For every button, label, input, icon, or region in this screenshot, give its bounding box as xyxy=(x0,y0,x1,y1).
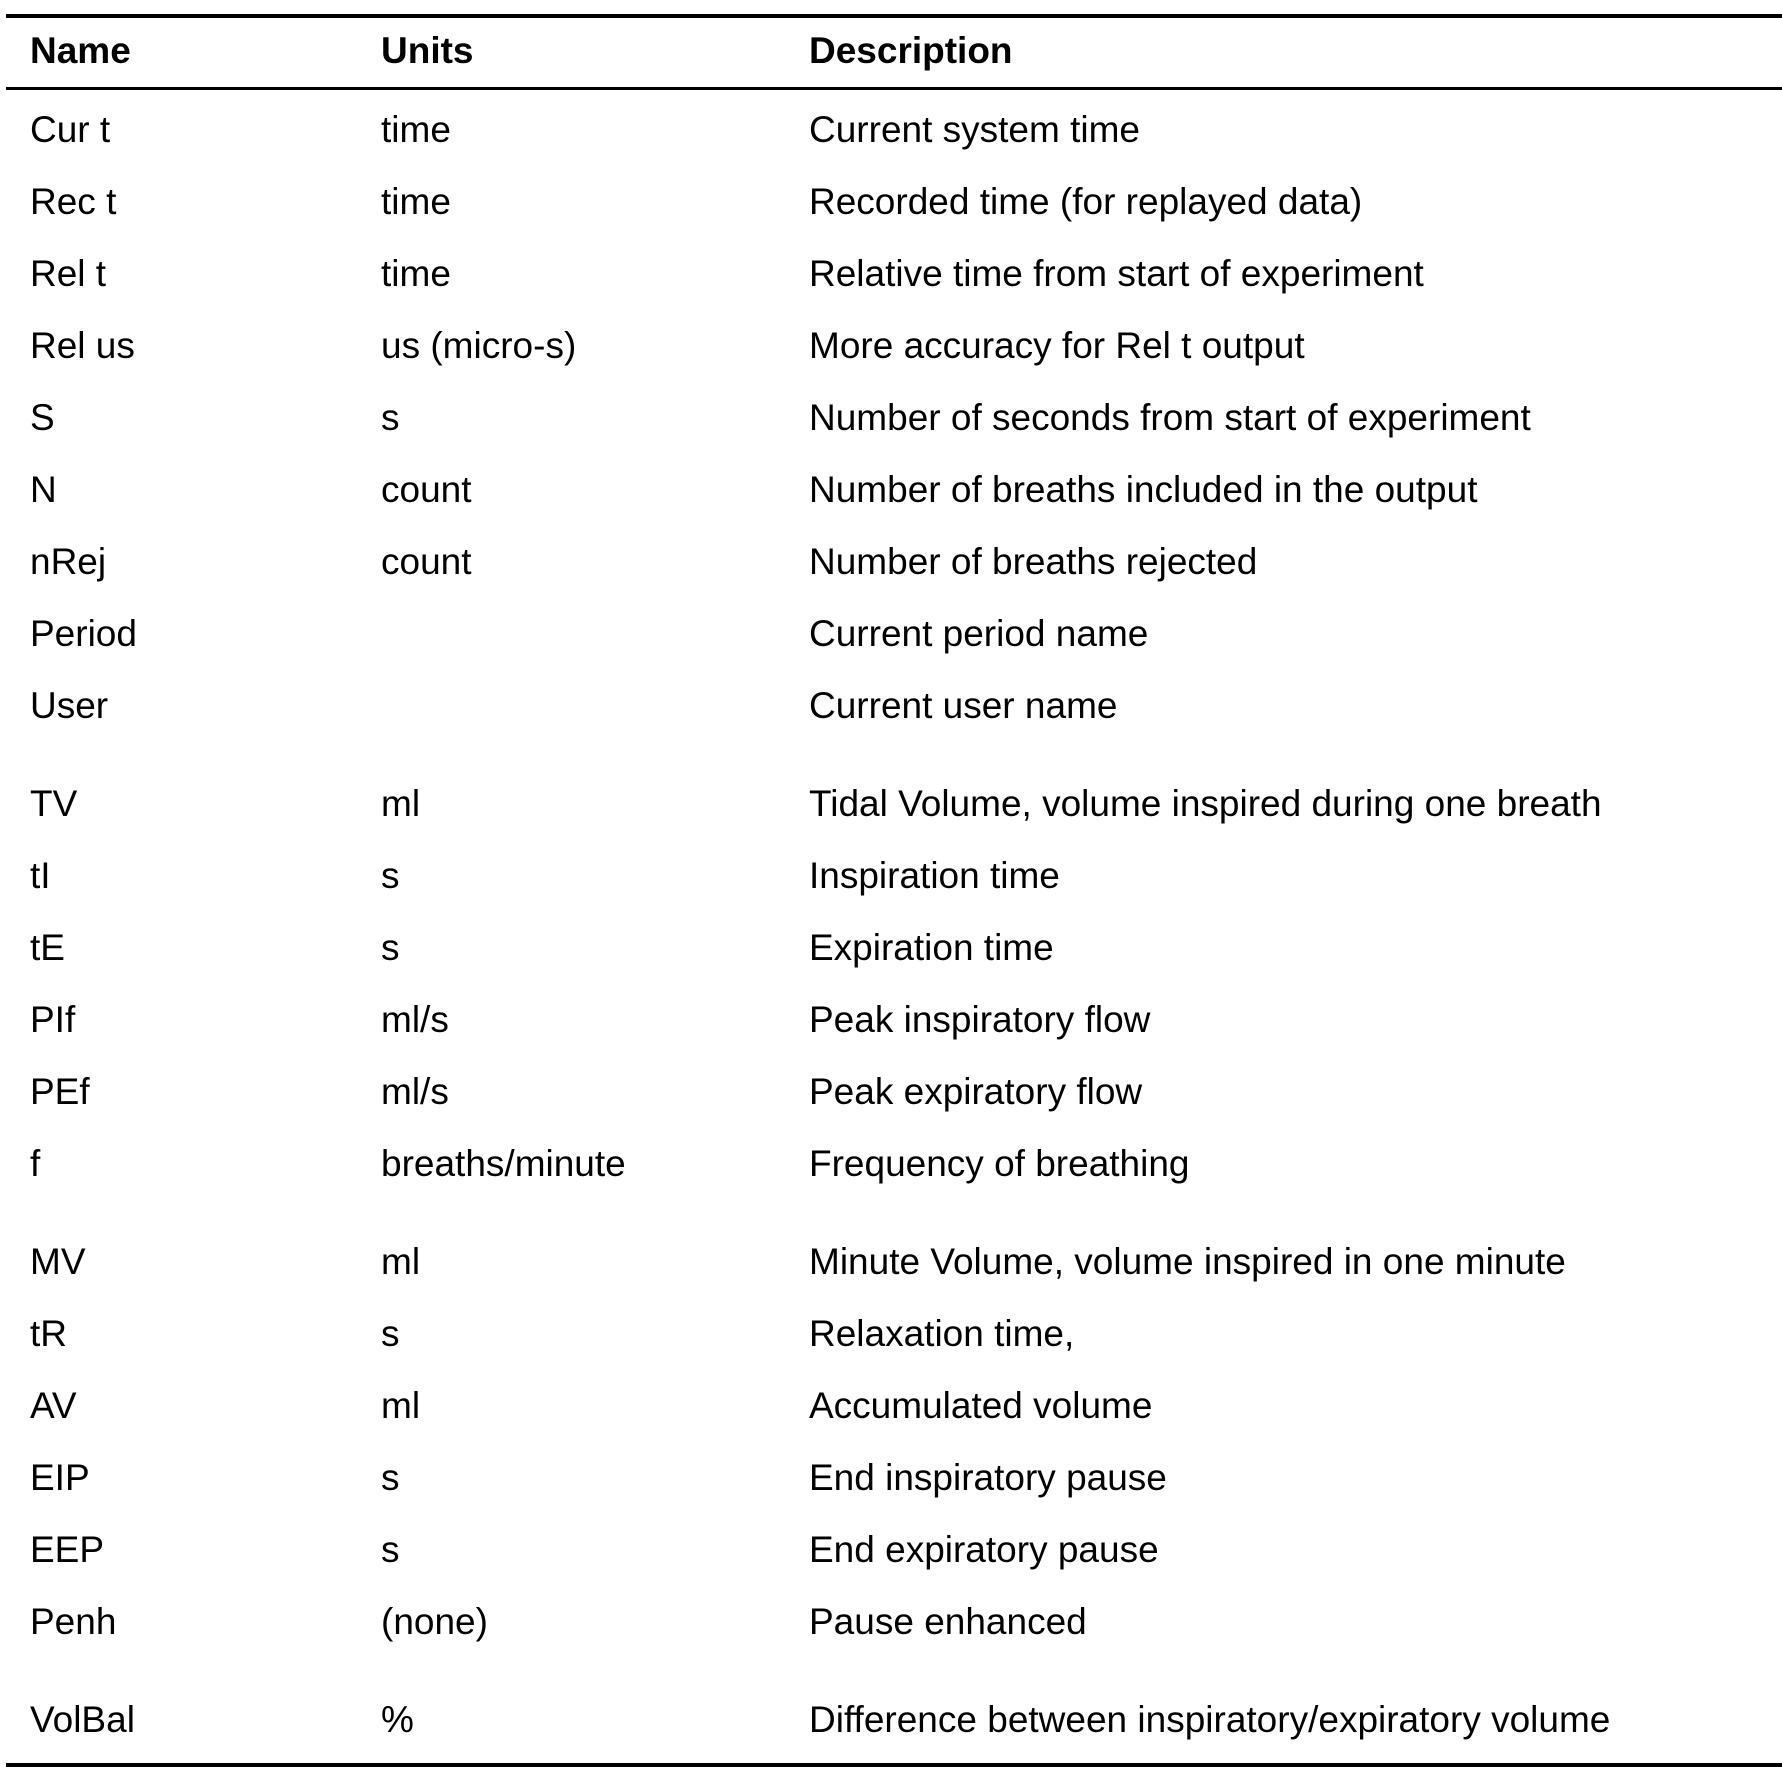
cell-units: breaths/minute xyxy=(381,1143,626,1184)
cell-units: time xyxy=(381,109,451,150)
cell-description: Expiration time xyxy=(809,927,1054,968)
table-row xyxy=(6,774,1782,834)
cell-name: Rel us xyxy=(30,325,135,366)
cell-description: Number of breaths included in the output xyxy=(809,469,1478,510)
cell-name: f xyxy=(30,1143,41,1184)
cell-units: s xyxy=(381,1529,400,1570)
cell-name: tE xyxy=(30,927,65,968)
cell-description: Minute Volume, volume inspired in one minute xyxy=(809,1241,1566,1282)
cell-description: Current user name xyxy=(809,685,1118,726)
header-name: Name xyxy=(30,30,131,71)
cell-name: tI xyxy=(30,855,51,896)
table-row xyxy=(6,388,1782,448)
cell-name: Rec t xyxy=(30,181,117,222)
cell-name: S xyxy=(30,397,55,438)
table-row xyxy=(6,1448,1782,1508)
table-row xyxy=(6,1134,1782,1194)
header-description: Description xyxy=(809,30,1013,71)
cell-description: Pause enhanced xyxy=(809,1601,1087,1642)
cell-description: Peak expiratory flow xyxy=(809,1071,1143,1112)
cell-name: nRej xyxy=(30,541,107,582)
cell-units: ml/s xyxy=(381,1071,449,1112)
cell-description: Number of breaths rejected xyxy=(809,541,1258,582)
cell-description: End inspiratory pause xyxy=(809,1457,1167,1498)
cell-units: ml/s xyxy=(381,999,449,1040)
cell-units: count xyxy=(381,541,472,582)
table-row xyxy=(6,676,1782,736)
table-row xyxy=(6,460,1782,520)
table-header-row xyxy=(6,14,1782,87)
cell-description: Current system time xyxy=(809,109,1141,150)
cell-name: PIf xyxy=(30,999,76,1040)
cell-units: s xyxy=(381,1313,400,1354)
cell-name: MV xyxy=(30,1241,86,1282)
cell-description: End expiratory pause xyxy=(809,1529,1159,1570)
cell-description: Tidal Volume, volume inspired during one breath xyxy=(809,783,1602,824)
cell-description: Relaxation time, xyxy=(809,1313,1075,1354)
cell-units: % xyxy=(381,1699,414,1740)
cell-description: Current period name xyxy=(809,613,1149,654)
table-bottom-rule xyxy=(6,1763,1782,1767)
cell-name: PEf xyxy=(30,1071,90,1112)
table-row xyxy=(6,532,1782,592)
cell-name: AV xyxy=(30,1385,77,1426)
cell-units: us (micro-s) xyxy=(381,325,577,366)
cell-name: Penh xyxy=(30,1601,117,1642)
cell-name: Cur t xyxy=(30,109,111,150)
cell-name: VolBal xyxy=(30,1699,135,1740)
table-row xyxy=(6,1232,1782,1292)
table-row xyxy=(6,100,1782,160)
table-row xyxy=(6,244,1782,304)
cell-units: (none) xyxy=(381,1601,488,1642)
table-row xyxy=(6,846,1782,906)
cell-description: Number of seconds from start of experiment xyxy=(809,397,1531,438)
table-row xyxy=(6,990,1782,1050)
cell-units: ml xyxy=(381,1385,421,1426)
table-row xyxy=(6,316,1782,376)
table-row xyxy=(6,1062,1782,1122)
cell-units: count xyxy=(381,469,472,510)
cell-units: s xyxy=(381,927,400,968)
cell-units: s xyxy=(381,1457,400,1498)
cell-description: Recorded time (for replayed data) xyxy=(809,181,1363,222)
cell-description: Difference between inspiratory/expiratory volume xyxy=(809,1699,1611,1740)
table-row xyxy=(6,918,1782,978)
cell-description: Inspiration time xyxy=(809,855,1060,896)
cell-name: TV xyxy=(30,783,78,824)
cell-name: Period xyxy=(30,613,137,654)
table-row xyxy=(6,1520,1782,1580)
cell-units: ml xyxy=(381,783,421,824)
table-row xyxy=(6,1304,1782,1364)
table-row xyxy=(6,1376,1782,1436)
table-row xyxy=(6,1592,1782,1652)
cell-description: Relative time from start of experiment xyxy=(809,253,1424,294)
cell-units: time xyxy=(381,181,451,222)
header-units: Units xyxy=(381,30,474,71)
cell-description: Accumulated volume xyxy=(809,1385,1153,1426)
cell-description: Peak inspiratory flow xyxy=(809,999,1151,1040)
table-row xyxy=(6,172,1782,232)
cell-name: User xyxy=(30,685,109,726)
cell-units: ml xyxy=(381,1241,421,1282)
cell-name: N xyxy=(30,469,57,510)
table-header-rule xyxy=(6,87,1782,90)
table-row xyxy=(6,1690,1782,1750)
cell-units: time xyxy=(381,253,451,294)
cell-name: EIP xyxy=(30,1457,90,1498)
cell-name: Rel t xyxy=(30,253,107,294)
table-row xyxy=(6,604,1782,664)
cell-description: Frequency of breathing xyxy=(809,1143,1190,1184)
cell-units: s xyxy=(381,397,400,438)
cell-name: EEP xyxy=(30,1529,105,1570)
cell-units: s xyxy=(381,855,400,896)
cell-name: tR xyxy=(30,1313,67,1354)
cell-description: More accuracy for Rel t output xyxy=(809,325,1305,366)
